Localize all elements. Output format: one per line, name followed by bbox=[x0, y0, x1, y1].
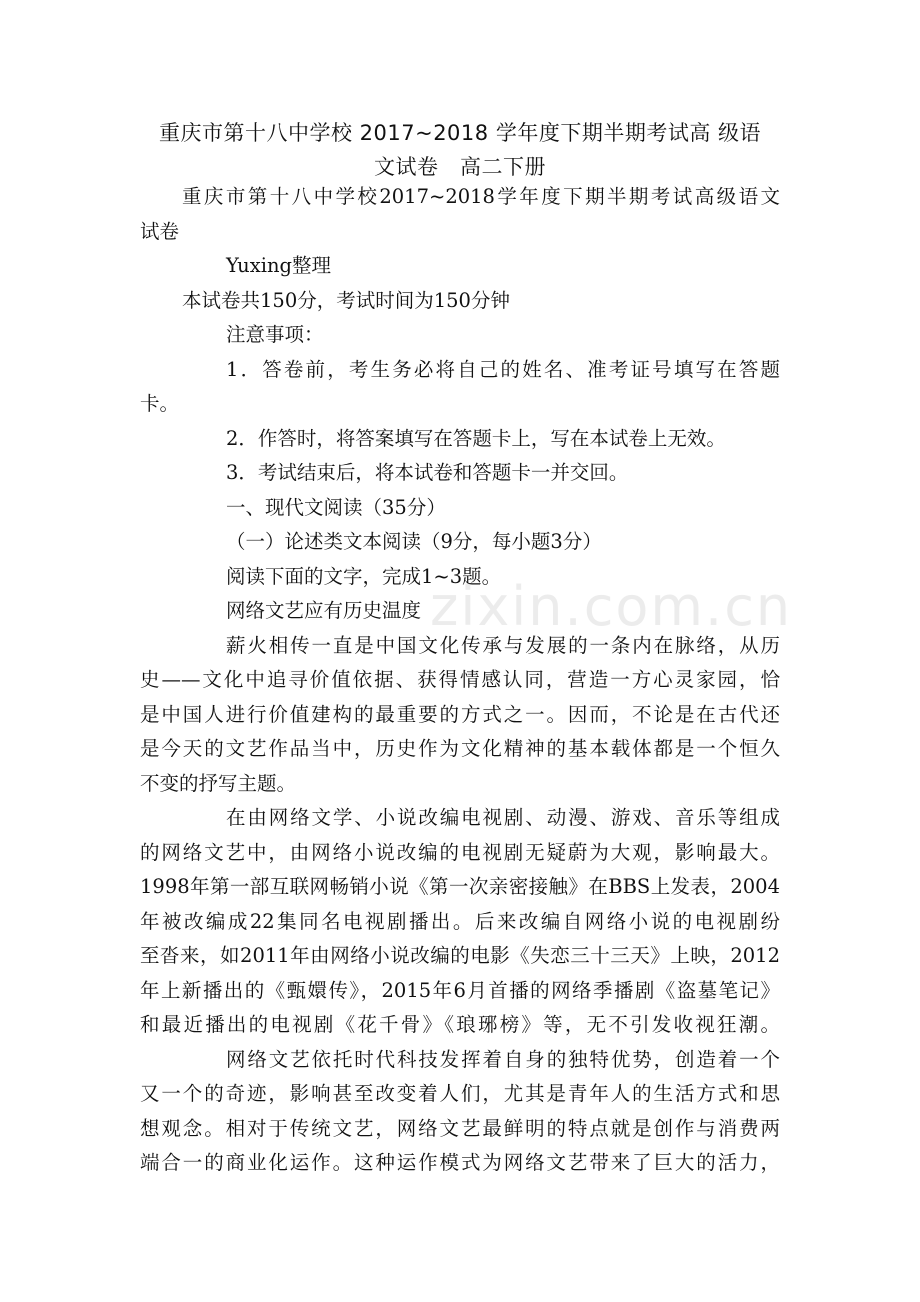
body-line-1: 重庆市第十八中学校2017~2018学年度下期半期考试高级语文 bbox=[182, 185, 780, 208]
body-line-20: 的网络文艺中，由网络小说改编的电视剧无疑蔚为大观，影响最大。 bbox=[140, 840, 780, 864]
body-line-27: 又一个的奇迹，影响甚至改变着人们，尤其是青年人的生活方式和思 bbox=[140, 1082, 780, 1105]
body-line-12: 阅读下面的文字，完成1~3题。 bbox=[226, 564, 502, 588]
title-line-2: 文试卷 高二下册 bbox=[374, 155, 546, 179]
body-line-26: 网络文艺依托时代科技发挥着自身的独特优势，创造着一个 bbox=[226, 1047, 780, 1071]
body-line-19: 在由网络文学、小说改编电视剧、动漫、游戏、音乐等组成 bbox=[226, 806, 780, 829]
body-line-5: 注意事项： bbox=[226, 323, 324, 346]
body-line-11: （一）论述类文本阅读（9分，每小题3分） bbox=[226, 530, 602, 553]
body-line-15: 史——文化中追寻价值依据、获得情感认同，营造一方心灵家园，恰 bbox=[140, 668, 780, 691]
body-line-6: 1．答卷前，考生务必将自己的姓名、准考证号填写在答题 bbox=[226, 357, 780, 381]
body-line-22: 年被改编成22集同名电视剧播出。后来改编自网络小说的电视剧纷 bbox=[140, 909, 780, 933]
title-line-1: 重庆市第十八中学校 2017~2018 学年度下期半期考试高 级语 bbox=[158, 121, 761, 145]
body-line-17: 是今天的文艺作品当中，历史作为文化精神的基本载体都是一个恒久 bbox=[140, 737, 780, 760]
body-line-3: Yuxing整理 bbox=[226, 254, 332, 277]
body-line-16: 是中国人进行价值建构的最重要的方式之一。因而，不论是在古代还 bbox=[140, 702, 780, 726]
watermark-text: zixin.com.cn bbox=[430, 575, 793, 638]
document-body bbox=[140, 180, 780, 1181]
document-title bbox=[140, 116, 780, 184]
body-line-8: 2．作答时，将答案填写在答题卡上，写在本试卷上无效。 bbox=[226, 426, 726, 450]
body-line-21: 1998年第一部互联网畅销小说《第一次亲密接触》在BBS上发表，2004 bbox=[140, 875, 780, 898]
body-line-25: 和最近播出的电视剧《花千骨》《琅琊榜》等，无不引发收视狂潮。 bbox=[140, 1013, 780, 1036]
body-line-2: 试卷 bbox=[140, 219, 180, 243]
body-line-13: 网络文艺应有历史温度 bbox=[226, 599, 422, 622]
body-line-9: 3．考试结束后，将本试卷和答题卡一并交回。 bbox=[226, 461, 629, 484]
body-line-18: 不变的抒写主题。 bbox=[140, 771, 297, 795]
body-line-24: 年上新播出的《甄嬛传》，2015年6月首播的网络季播剧《盗墓笔记》 bbox=[140, 978, 780, 1002]
body-line-23: 至沓来，如2011年由网络小说改编的电影《失恋三十三天》上映，2012 bbox=[140, 944, 780, 967]
body-line-29: 端合一的商业化运作。这种运作模式为网络文艺带来了巨大的活力， bbox=[140, 1151, 780, 1174]
body-line-7: 卡。 bbox=[140, 392, 180, 415]
body-line-28: 想观念。相对于传统文艺，网络文艺最鲜明的特点就是创作与消费两 bbox=[140, 1116, 780, 1140]
body-line-14: 薪火相传一直是中国文化传承与发展的一条内在脉络，从历 bbox=[226, 633, 780, 657]
body-line-4: 本试卷共150分，考试时间为150分钟 bbox=[182, 288, 510, 312]
body-line-10: 一、现代文阅读（35分） bbox=[226, 495, 446, 519]
